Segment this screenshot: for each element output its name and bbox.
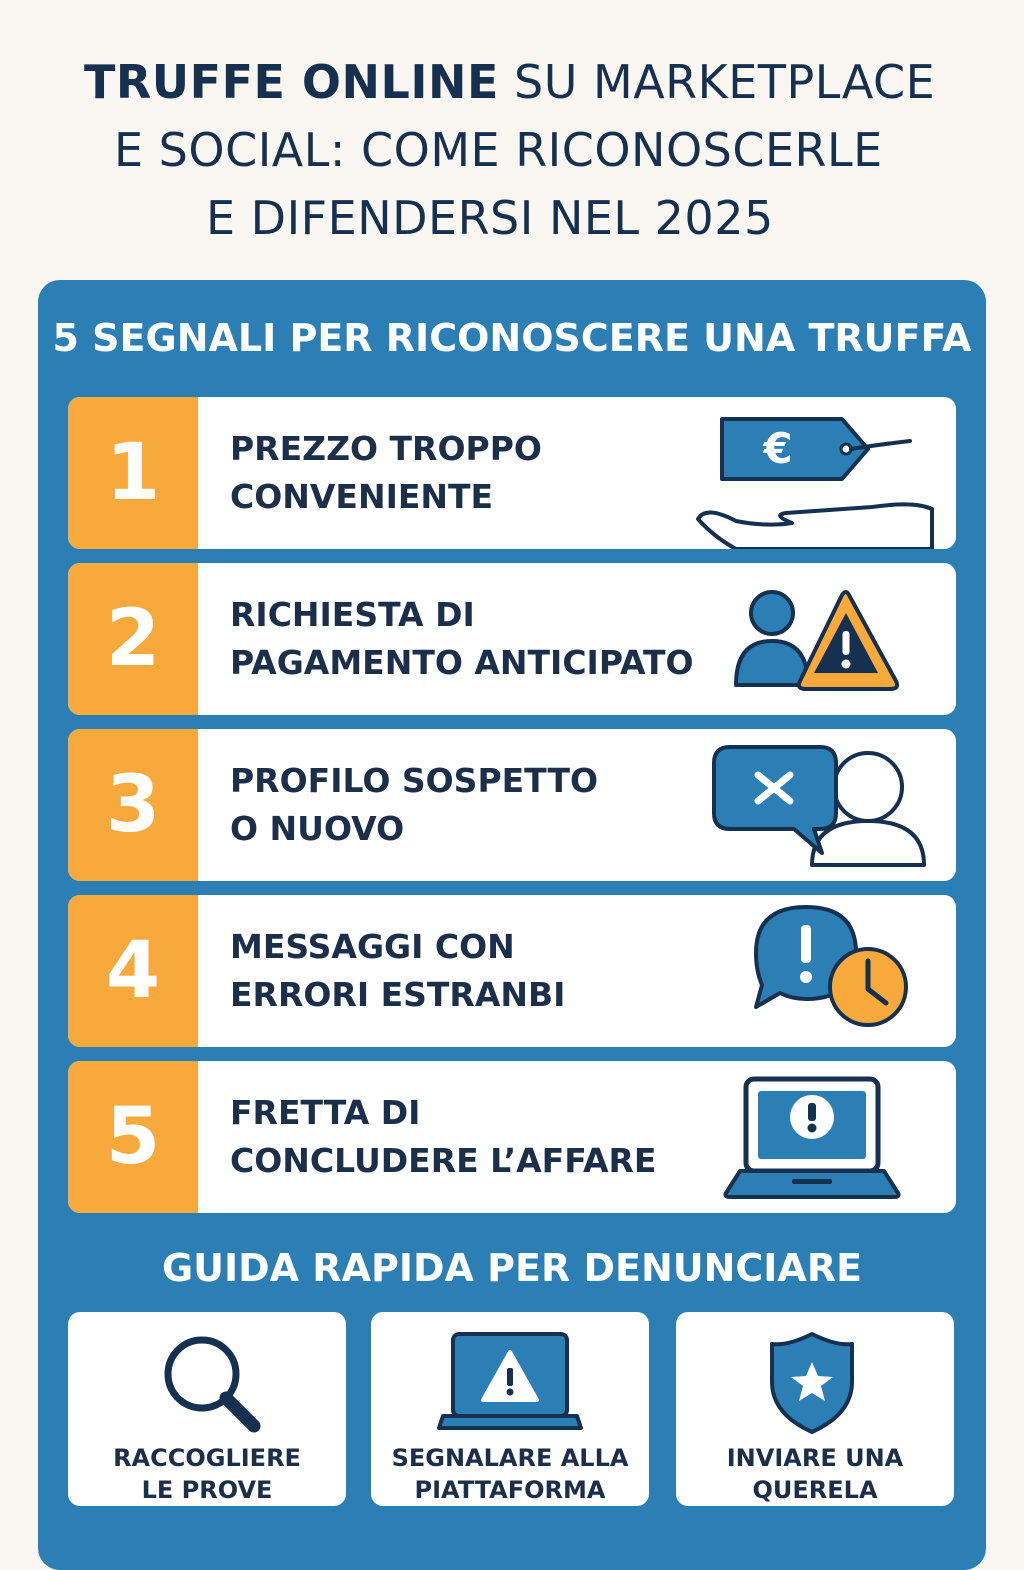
guide-heading: GUIDA RAPIDA PER DENUNCIARE bbox=[161, 1246, 863, 1290]
guide-step-line2: PIATTAFORMA bbox=[414, 1476, 606, 1504]
title-rest: SU MARKETPLACE bbox=[514, 55, 936, 109]
signal-text-line2: PAGAMENTO ANTICIPATO bbox=[230, 643, 694, 682]
signal-text-line2: CONCLUDERE L’AFFARE bbox=[230, 1141, 657, 1180]
chat-alert-clock-icon bbox=[696, 895, 936, 1047]
signal-text bbox=[230, 425, 750, 521]
laptop-alert-icon bbox=[696, 1061, 936, 1213]
guide-step-3 bbox=[676, 1312, 954, 1506]
signal-text-line1: RICHIESTA DI bbox=[230, 595, 475, 634]
signal-card-1 bbox=[68, 397, 956, 549]
guide-step-line2: QUERELA bbox=[752, 1476, 878, 1504]
page-title bbox=[0, 48, 1024, 252]
guide-step-line1: SEGNALARE ALLA bbox=[391, 1444, 629, 1472]
svg-text:€: € bbox=[763, 424, 793, 473]
signal-number: 5 bbox=[68, 1061, 198, 1213]
guide-step-line2: LE PROVE bbox=[141, 1476, 273, 1504]
signal-text-line1: FRETTA DI bbox=[230, 1093, 421, 1132]
title-line-2: E SOCIAL: COME RICONOSCERLE bbox=[114, 123, 883, 177]
signal-card-2 bbox=[68, 563, 956, 715]
signal-text-line2: CONVENIENTE bbox=[230, 477, 494, 516]
laptop-warning-icon bbox=[371, 1328, 649, 1438]
signal-text bbox=[230, 757, 750, 853]
signal-text bbox=[230, 923, 750, 1019]
signals-heading: 5 SEGNALI PER RICONOSCERE UNA TRUFFA bbox=[52, 316, 972, 360]
person-warning-icon bbox=[696, 563, 936, 715]
signal-card-5 bbox=[68, 1061, 956, 1213]
title-line-1 bbox=[0, 48, 1024, 116]
title-bold: TRUFFE ONLINE bbox=[84, 55, 499, 109]
price-tag-hand-icon bbox=[696, 397, 936, 549]
signal-text-line1: PREZZO TROPPO bbox=[230, 429, 542, 468]
guide-step-label bbox=[676, 1442, 954, 1506]
signal-card-3 bbox=[68, 729, 956, 881]
signal-text-line2: ERRORI ESTRANBI bbox=[230, 975, 566, 1014]
signal-text-line1: MESSAGGI CON bbox=[230, 927, 515, 966]
title-line-3: E DIFENDERSI NEL 2025 bbox=[206, 191, 774, 245]
signal-number: 2 bbox=[68, 563, 198, 715]
chat-x-profile-icon bbox=[696, 729, 936, 881]
signal-text-line1: PROFILO SOSPETTO bbox=[230, 761, 599, 800]
shield-star-icon bbox=[676, 1328, 954, 1438]
signal-number: 3 bbox=[68, 729, 198, 881]
guide-step-1 bbox=[68, 1312, 346, 1506]
guide-step-label bbox=[371, 1442, 649, 1506]
signal-number: 4 bbox=[68, 895, 198, 1047]
magnifier-icon bbox=[68, 1328, 346, 1438]
guide-step-label bbox=[68, 1442, 346, 1506]
main-panel bbox=[38, 280, 986, 1570]
guide-step-line1: INVIARE UNA bbox=[726, 1444, 904, 1472]
signal-text bbox=[230, 591, 750, 687]
signal-number: 1 bbox=[68, 397, 198, 549]
signal-text-line2: O NUOVO bbox=[230, 809, 405, 848]
guide-step-line1: RACCOGLIERE bbox=[113, 1444, 301, 1472]
signal-text bbox=[230, 1089, 750, 1185]
guide-step-2 bbox=[371, 1312, 649, 1506]
signal-card-4 bbox=[68, 895, 956, 1047]
